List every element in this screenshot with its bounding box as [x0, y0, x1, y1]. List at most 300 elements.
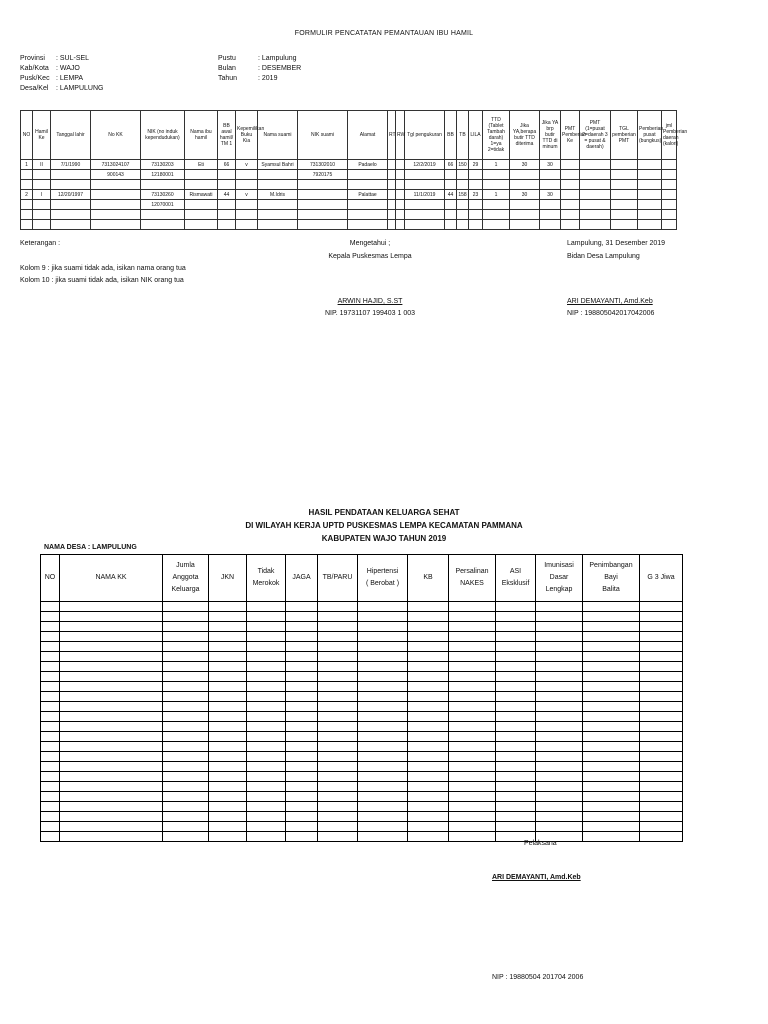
- table-cell: [286, 732, 318, 742]
- table-cell: [209, 812, 247, 822]
- table-cell: [445, 220, 457, 230]
- table-cell: [318, 782, 358, 792]
- table-cell: [536, 752, 583, 762]
- table-cell: [209, 702, 247, 712]
- table-cell: [408, 732, 449, 742]
- table-cell: [41, 812, 60, 822]
- table-cell: [60, 652, 163, 662]
- table-cell: [580, 200, 611, 210]
- table-cell: [163, 632, 209, 642]
- table-cell: [163, 722, 209, 732]
- table-cell: [536, 742, 583, 752]
- table-cell: [247, 692, 286, 702]
- table-cell: [60, 632, 163, 642]
- kolom10-note: Kolom 10 : jika suami tidak ada, isikan NIK orang tua: [20, 277, 184, 284]
- table-cell: [540, 180, 561, 190]
- table-cell: [496, 612, 536, 622]
- table-cell: [449, 742, 496, 752]
- table-cell: [583, 612, 640, 622]
- form2-title-line: HASIL PENDATAAN KELUARGA SEHAT: [308, 508, 460, 517]
- table-cell: [318, 762, 358, 772]
- table-cell: [638, 200, 662, 210]
- table-cell: [247, 652, 286, 662]
- table-cell: [638, 210, 662, 220]
- table-row: [41, 802, 683, 812]
- table-cell: [457, 180, 469, 190]
- table-cell: [583, 642, 640, 652]
- table-cell: [496, 642, 536, 652]
- table-cell: [286, 722, 318, 732]
- table-cell: [286, 682, 318, 692]
- table-cell: [540, 170, 561, 180]
- table-cell: [41, 702, 60, 712]
- table-cell: [318, 832, 358, 842]
- table-cell: [611, 210, 638, 220]
- column-header: BB awal hamil/ TM 1: [218, 111, 236, 160]
- table-cell: 7920175: [298, 170, 348, 180]
- table-cell: [536, 732, 583, 742]
- table-cell: [60, 792, 163, 802]
- table-cell: [41, 622, 60, 632]
- table-row: [41, 652, 683, 662]
- table-row: [21, 160, 677, 170]
- bidan-name: ARI DEMAYANTI, Amd.Keb: [567, 298, 653, 305]
- column-header: [60, 555, 163, 602]
- column-header: Hamil Ke: [33, 111, 51, 160]
- table-cell: [358, 712, 408, 722]
- table-cell: [236, 180, 258, 190]
- table-cell: [163, 642, 209, 652]
- table-cell: [449, 682, 496, 692]
- table-cell: [286, 812, 318, 822]
- table-cell: [209, 692, 247, 702]
- table-cell: [91, 200, 141, 210]
- table-cell: [318, 622, 358, 632]
- table-row: [41, 772, 683, 782]
- table-cell: [536, 802, 583, 812]
- table-cell: [60, 742, 163, 752]
- table-cell: [60, 662, 163, 672]
- table-cell: [286, 772, 318, 782]
- table-cell: [396, 160, 405, 170]
- table-cell: [209, 752, 247, 762]
- pelaksana-name: ARI DEMAYANTI, Amd.Keb: [492, 874, 581, 881]
- table-cell: [163, 772, 209, 782]
- column-header: LILA: [469, 111, 483, 160]
- table-cell: [218, 200, 236, 210]
- table-cell: [209, 782, 247, 792]
- table-cell: [640, 682, 683, 692]
- column-header: [583, 555, 640, 602]
- table-cell: [218, 180, 236, 190]
- table-cell: [536, 612, 583, 622]
- table-cell: [611, 220, 638, 230]
- table-cell: [388, 180, 396, 190]
- table-cell: [396, 170, 405, 180]
- table-cell: [318, 612, 358, 622]
- table-cell: [247, 732, 286, 742]
- table-cell: [469, 210, 483, 220]
- table-cell: [318, 652, 358, 662]
- table-cell: [388, 160, 396, 170]
- table-cell: 73130260: [141, 190, 185, 200]
- table-cell: [408, 702, 449, 712]
- table-cell: [236, 220, 258, 230]
- table-cell: [388, 170, 396, 180]
- column-header-line: Bayi: [604, 574, 618, 581]
- column-header-line: Merokok: [252, 580, 280, 587]
- table-cell: [163, 602, 209, 612]
- table-cell: I: [33, 190, 51, 200]
- table-cell: [348, 220, 388, 230]
- table-cell: [318, 712, 358, 722]
- table-cell: [561, 190, 580, 200]
- table-cell: 12070001: [141, 200, 185, 210]
- table-cell: [209, 602, 247, 612]
- table-cell: [318, 702, 358, 712]
- table-header-row: [21, 111, 677, 160]
- table-cell: [236, 170, 258, 180]
- table-cell: [536, 602, 583, 612]
- table-row: [41, 792, 683, 802]
- table-cell: [247, 812, 286, 822]
- table-cell: [469, 200, 483, 210]
- table-cell: [185, 210, 218, 220]
- table-cell: [163, 792, 209, 802]
- table-header-row: [41, 555, 683, 602]
- table-cell: [496, 602, 536, 612]
- column-header-line: Balita: [602, 586, 620, 593]
- table-cell: [60, 682, 163, 692]
- table-cell: [209, 792, 247, 802]
- table-cell: [540, 210, 561, 220]
- table-cell: [510, 220, 540, 230]
- table-cell: [141, 180, 185, 190]
- table-row: [41, 762, 683, 772]
- table-cell: [640, 692, 683, 702]
- table-cell: [449, 602, 496, 612]
- table-cell: [41, 792, 60, 802]
- info-right-row: Pustu : Lampulung: [218, 55, 297, 62]
- table-cell: [247, 712, 286, 722]
- table-cell: [185, 180, 218, 190]
- form2-title: [0, 506, 768, 545]
- table-cell: [41, 612, 60, 622]
- table-cell: [408, 822, 449, 832]
- table-row: [41, 692, 683, 702]
- column-header: Tgl pengukuran: [405, 111, 445, 160]
- column-header: Jika YA,berapa butir TTD diterima: [510, 111, 540, 160]
- table-cell: [358, 612, 408, 622]
- table-cell: [561, 160, 580, 170]
- table-row: [41, 632, 683, 642]
- table-cell: [580, 170, 611, 180]
- table-cell: [536, 782, 583, 792]
- table-cell: [247, 822, 286, 832]
- table-cell: [449, 762, 496, 772]
- table-cell: [583, 742, 640, 752]
- column-header-line: Dasar: [549, 574, 569, 581]
- table-cell: [483, 180, 510, 190]
- column-header: Nama suami: [258, 111, 298, 160]
- column-header: Tanggal lahir: [51, 111, 91, 160]
- table-cell: [41, 762, 60, 772]
- table-cell: [41, 742, 60, 752]
- table-cell: [348, 210, 388, 220]
- table-cell: [286, 612, 318, 622]
- table-cell: [510, 180, 540, 190]
- table-cell: [396, 190, 405, 200]
- table-cell: [449, 832, 496, 842]
- table-cell: [60, 642, 163, 652]
- table-cell: [388, 200, 396, 210]
- form1-title: FORMULIR PENCATATAN PEMANTAUAN IBU HAMIL: [294, 30, 474, 37]
- column-header: [318, 555, 358, 602]
- table-cell: [60, 772, 163, 782]
- table-cell: [348, 200, 388, 210]
- table-cell: Rismawati: [185, 190, 218, 200]
- table-cell: [209, 762, 247, 772]
- table-cell: [583, 792, 640, 802]
- table-cell: [449, 692, 496, 702]
- table-cell: 30: [540, 190, 561, 200]
- column-header-line: JAGA: [292, 574, 311, 581]
- table-cell: [318, 602, 358, 612]
- table-cell: [41, 602, 60, 612]
- table-cell: [583, 722, 640, 732]
- table-cell: [496, 662, 536, 672]
- table-cell: [457, 210, 469, 220]
- table-cell: [583, 602, 640, 612]
- table-cell: 150: [458, 161, 467, 168]
- table-cell: [640, 642, 683, 652]
- table-cell: [286, 832, 318, 842]
- form2-title-line: DI WILAYAH KERJA UPTD PUSKESMAS LEMPA KECAMATAN PAMMANA: [245, 521, 523, 530]
- table-row: [21, 200, 677, 210]
- table-cell: 1: [483, 160, 510, 170]
- table-cell: [408, 612, 449, 622]
- table-cell: [258, 200, 298, 210]
- table-cell: [286, 652, 318, 662]
- table-cell: [496, 682, 536, 692]
- table-cell: [536, 682, 583, 692]
- table-cell: [408, 802, 449, 812]
- table-cell: [163, 712, 209, 722]
- table-cell: [483, 170, 510, 180]
- table-cell: [318, 772, 358, 782]
- table-cell: [396, 220, 405, 230]
- info-left-row: Kab/Kota : WAJO: [20, 65, 80, 72]
- table-cell: [536, 692, 583, 702]
- table-cell: [662, 200, 677, 210]
- table-cell: [318, 632, 358, 642]
- column-header-line: KB: [423, 574, 433, 581]
- table-cell: [449, 712, 496, 722]
- table-cell: [358, 702, 408, 712]
- table-cell: [611, 180, 638, 190]
- table-cell: [536, 672, 583, 682]
- table-cell: [209, 732, 247, 742]
- table-cell: [405, 220, 445, 230]
- column-header: [640, 555, 683, 602]
- table-cell: [358, 722, 408, 732]
- table-cell: [510, 210, 540, 220]
- table-cell: [247, 662, 286, 672]
- table-cell: [286, 782, 318, 792]
- table-cell: [496, 622, 536, 632]
- table-cell: [640, 702, 683, 712]
- column-header-line: NAKES: [460, 580, 484, 587]
- info-right-row: Bulan : DESEMBER: [218, 65, 302, 72]
- kolom9-note: Kolom 9 : jika suami tidak ada, isikan nama orang tua: [20, 265, 186, 272]
- table-cell: [41, 802, 60, 812]
- table-cell: Padaelo: [348, 160, 388, 170]
- bidan-nip: NIP : 198805042017042006: [567, 310, 655, 317]
- table-cell: [348, 180, 388, 190]
- table-cell: [496, 752, 536, 762]
- table-cell: [358, 652, 408, 662]
- table-cell: [449, 822, 496, 832]
- table-cell: [318, 802, 358, 812]
- table-cell: [247, 702, 286, 712]
- table-cell: [163, 702, 209, 712]
- table-cell: [583, 762, 640, 772]
- table-cell: [358, 752, 408, 762]
- table-cell: [449, 672, 496, 682]
- table-cell: [561, 200, 580, 210]
- table-cell: Syamsul Bahri: [258, 160, 298, 170]
- table-cell: [21, 210, 33, 220]
- table-cell: [561, 210, 580, 220]
- table-cell: [510, 170, 540, 180]
- column-header: TGL pemberian PMT: [611, 111, 638, 160]
- table-cell: [247, 722, 286, 732]
- table-cell: [640, 662, 683, 672]
- column-header: BB: [445, 111, 457, 160]
- table-cell: [60, 602, 163, 612]
- table-cell: [469, 180, 483, 190]
- info-left-row: Provinsi : SUL-SEL: [20, 55, 90, 62]
- table-cell: [583, 802, 640, 812]
- table-cell: [583, 712, 640, 722]
- table-cell: [247, 672, 286, 682]
- column-header: Pemberian pusat (bungkus): [638, 111, 662, 160]
- table-cell: [247, 642, 286, 652]
- table-cell: [163, 652, 209, 662]
- table-cell: v: [236, 160, 258, 170]
- table-cell: [408, 682, 449, 692]
- table-cell: [640, 812, 683, 822]
- table-cell: [638, 190, 662, 200]
- table-cell: [21, 170, 33, 180]
- table-cell: [640, 602, 683, 612]
- table-cell: Eti: [185, 160, 218, 170]
- table-cell: [449, 782, 496, 792]
- column-header-line: TB/PARU: [322, 574, 353, 581]
- table-cell: [496, 792, 536, 802]
- table-cell: [583, 662, 640, 672]
- pelaksana-label: Pelaksana: [524, 840, 557, 847]
- table-cell: [580, 220, 611, 230]
- table-cell: [247, 742, 286, 752]
- table-cell: [640, 672, 683, 682]
- table-cell: [286, 602, 318, 612]
- table-cell: [496, 812, 536, 822]
- table-cell: [247, 782, 286, 792]
- table-cell: 30: [510, 160, 540, 170]
- table-cell: [358, 772, 408, 782]
- table-cell: [583, 672, 640, 682]
- table-cell: [60, 822, 163, 832]
- table-cell: [41, 752, 60, 762]
- table-cell: [449, 642, 496, 652]
- table-cell: [405, 170, 445, 180]
- table-cell: [662, 180, 677, 190]
- table-cell: [60, 762, 163, 772]
- table-cell: [358, 742, 408, 752]
- table-cell: [209, 772, 247, 782]
- kepala-nip: NIP. 19731107 199403 1 003: [324, 310, 416, 317]
- table-cell: [540, 220, 561, 230]
- table-cell: [298, 210, 348, 220]
- table-cell: [358, 642, 408, 652]
- table-cell: [408, 742, 449, 752]
- column-header-line: ( Berobat ): [365, 580, 400, 587]
- table-cell: [286, 742, 318, 752]
- table-cell: [60, 802, 163, 812]
- table-cell: [286, 752, 318, 762]
- table-cell: [209, 722, 247, 732]
- column-header-line: G 3 Jiwa: [647, 574, 675, 581]
- table-cell: 44: [218, 190, 236, 200]
- column-header: jml Pemberian daerah (kalori): [662, 111, 677, 160]
- form1-info-left: [20, 54, 103, 94]
- table-cell: [445, 200, 457, 210]
- table-cell: [258, 220, 298, 230]
- table-cell: [318, 672, 358, 682]
- column-header: [41, 555, 60, 602]
- table-cell: [60, 782, 163, 792]
- table-cell: [408, 762, 449, 772]
- table-cell: [640, 832, 683, 842]
- table-cell: [408, 622, 449, 632]
- table-cell: [258, 180, 298, 190]
- table-cell: [60, 612, 163, 622]
- table-cell: [540, 200, 561, 210]
- table-cell: [91, 210, 141, 220]
- table-cell: [60, 672, 163, 682]
- table-cell: [580, 180, 611, 190]
- table-row: [41, 602, 683, 612]
- table-cell: [536, 812, 583, 822]
- table-cell: [51, 170, 91, 180]
- table-cell: [449, 752, 496, 762]
- table-cell: [408, 812, 449, 822]
- ibu-hamil-table: [20, 110, 688, 230]
- table-cell: [640, 712, 683, 722]
- table-cell: [247, 602, 286, 612]
- table-cell: [496, 732, 536, 742]
- table-cell: [510, 200, 540, 210]
- table-cell: [318, 642, 358, 652]
- table-cell: [358, 662, 408, 672]
- table-cell: [247, 762, 286, 772]
- table-cell: [611, 190, 638, 200]
- table-cell: v: [236, 190, 258, 200]
- table-cell: [408, 672, 449, 682]
- table-cell: [536, 792, 583, 802]
- table-cell: [449, 662, 496, 672]
